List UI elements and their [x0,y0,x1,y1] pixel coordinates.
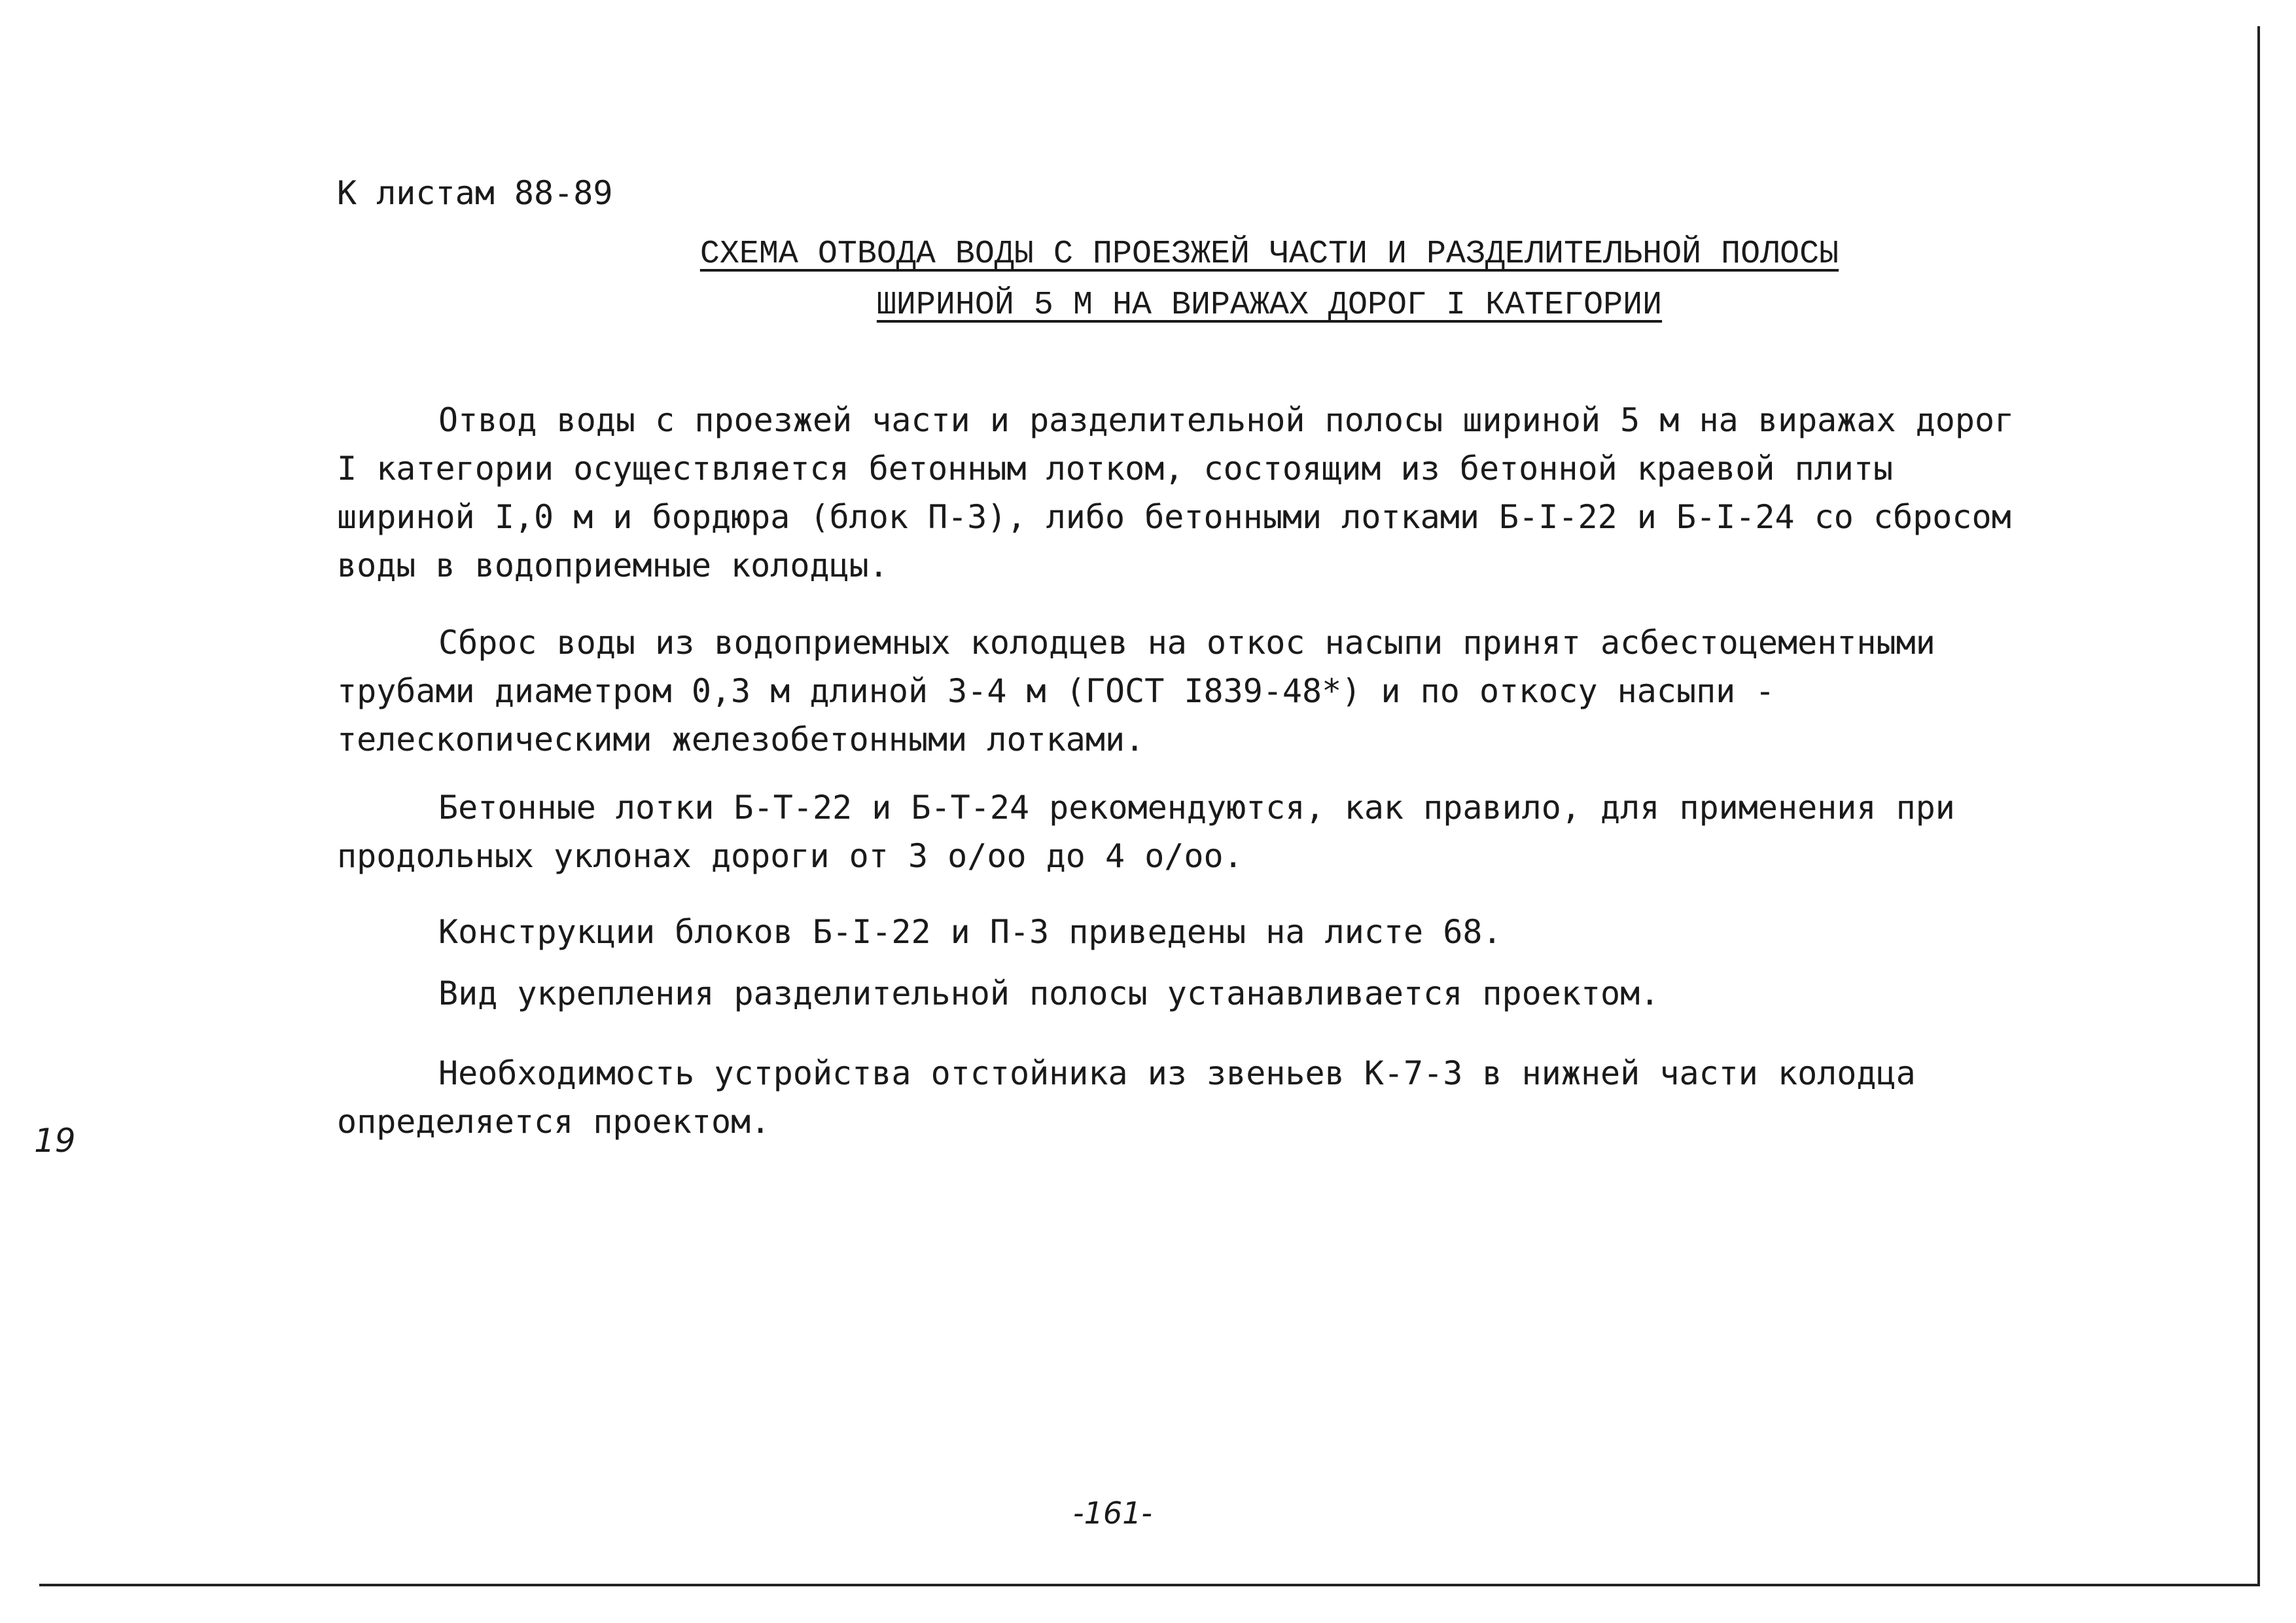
document-body [337,396,2038,1146]
paragraph-reinforcement: Вид укрепления разделительной полосы устанавливается проектом. [438,974,1660,1012]
title-line-2: ШИРИНОЙ 5 М НА ВИРАЖАХ ДОРОГ I КАТЕГОРИИ [876,287,1663,324]
right-border-line [2257,26,2260,1584]
page-number: -161- [1073,1495,1152,1531]
paragraph-discharge: Сброс воды из водоприемных колодцев на откос насыпи принят асбестоцементными трубами диаметром 0,3 м длиной 3-4 м (ГОСТ I839-48*) и по откосу насыпи - телескопическими железобетонными лотками. [337,624,1935,758]
paragraph-block-designs: Конструкции блоков Б-I-22 и П-3 приведены на листе 68. [438,913,1502,951]
title-line-1: СХЕМА ОТВОДА ВОДЫ С ПРОЕЗЖЕЙ ЧАСТИ И РАЗДЕЛИТЕЛЬНОЙ ПОЛОСЫ [699,236,1839,273]
paragraph-recommendation: Бетонные лотки Б-Т-22 и Б-Т-24 рекомендуются, как правило, для применения при продольных уклонах дороги от 3 о/оо до 4 о/оо. [337,789,1955,875]
sheet-reference: К листам 88-89 [337,174,613,212]
paragraph-settling-tank: Необходимость устройства отстойника из звеньев К-7-3 в нижней части колодца определяется проектом. [337,1054,1916,1141]
paragraph-drainage: Отвод воды с проезжей части и разделительной полосы шириной 5 м на виражах дорог I категории осуществляется бетонным лотком, состоящим из бетонной краевой плиты шириной I,0 м и бордюра (блок П-3), либо бетонными лотками Б-I-22 и Б-I-24 со сбросом воды в водоприемные колодцы. [337,401,2015,584]
document-title [677,229,1862,331]
bottom-rule-line [39,1584,2260,1586]
margin-note: 19 [34,1122,76,1160]
